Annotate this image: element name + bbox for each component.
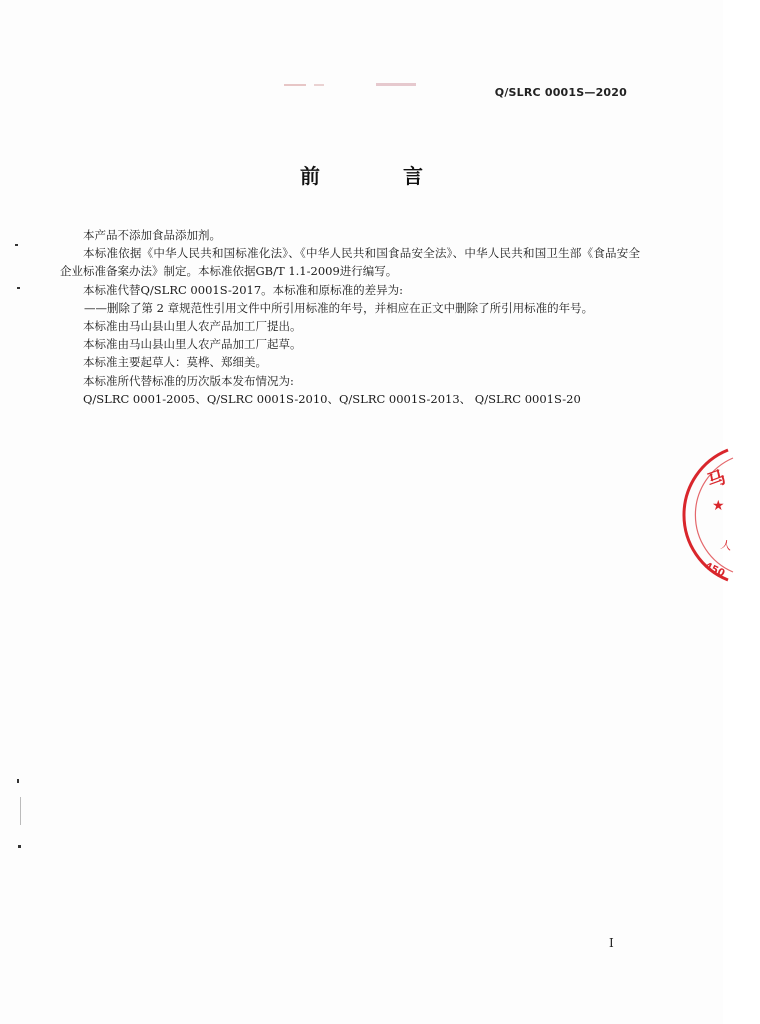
seal-character-1: 马: [704, 466, 729, 493]
standard-code: Q/SLRC 0001S—2020: [494, 86, 627, 99]
scan-mark: [15, 244, 18, 246]
scan-mark: [18, 845, 21, 848]
faint-header-marks: [280, 82, 440, 88]
foreword-body: [60, 226, 640, 408]
paragraph-drafter: 本标准由马山县山里人农产品加工厂起草。: [83, 337, 302, 352]
difference-item: ——删除了第 2 章规范性引用文件中所引用标准的年号，并相应在正文中删除了所引用标准的年号。: [84, 300, 594, 315]
scan-mark: [17, 779, 19, 783]
company-seal: [700, 440, 760, 590]
paragraph-1: 本产品不添加食品添加剂。: [83, 228, 221, 242]
page-number: I: [609, 936, 614, 950]
paragraph-2: 本标准依据《中华人民共和国标准化法》、《中华人民共和国食品安全法》、中华人民共和国卫生部《食品安全企业标准备案办法》制定。本标准依据GB/T 1.1-2009进行编写。: [60, 246, 640, 279]
seal-character-2: 人: [719, 538, 733, 553]
paragraph-authors: 本标准主要起草人：莫桦、郑细美。: [83, 355, 267, 370]
paragraph-history-intro: 本标准所代替标准的历次版本发布情况为:: [83, 373, 294, 388]
seal-number: 450: [702, 560, 727, 580]
paragraph-proposer: 本标准由马山县山里人农产品加工厂提出。: [83, 319, 302, 334]
seal-star: ★: [712, 498, 725, 514]
paragraph-3: 本标准代替Q/SLRC 0001S-2017。本标准和原标准的差异为:: [83, 282, 404, 297]
page-title: 前 言: [300, 164, 461, 188]
scan-mark: [20, 797, 21, 825]
scan-mark: [17, 287, 20, 289]
version-history: Q/SLRC 0001-2005、Q/SLRC 0001S-2010、Q/SLRC 0001S-2013、 Q/SLRC 0001S-20: [83, 391, 581, 406]
